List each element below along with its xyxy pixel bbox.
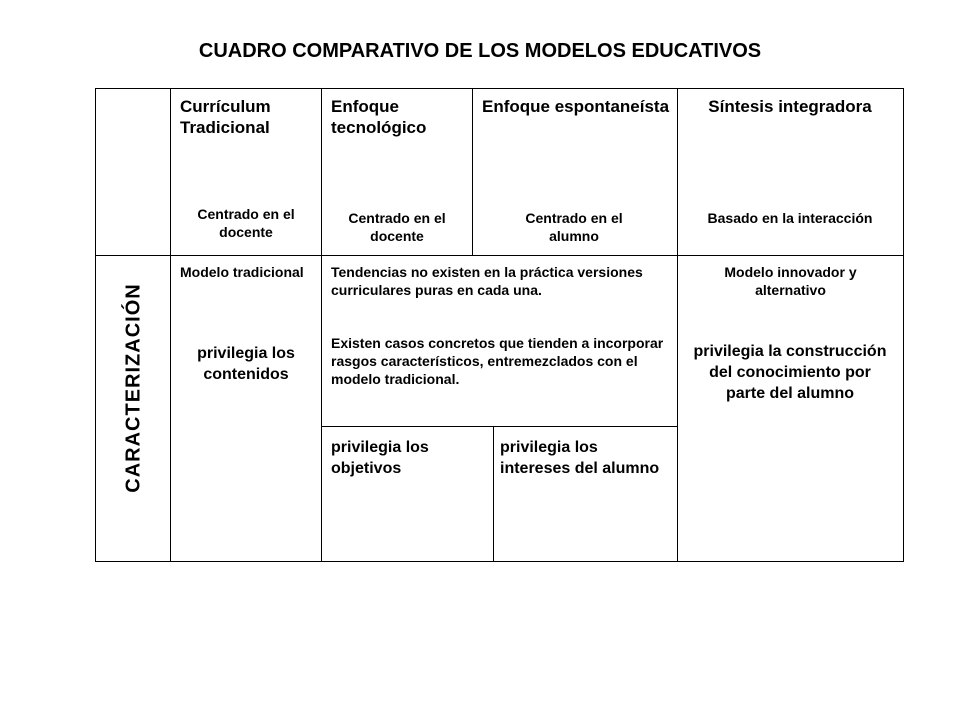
sintesis-model: Modelo innovador y alternativo	[724, 264, 857, 298]
page-title: CUADRO COMPARATIVO DE LOS MODELOS EDUCATIVOS	[198, 40, 762, 62]
column-divider-3-body	[493, 426, 494, 562]
table-right-border	[903, 88, 904, 562]
tradicional-focus: privilegia los contenidos	[197, 345, 295, 383]
col-heading-espontaneista: Enfoque espontaneísta	[482, 97, 670, 116]
column-divider-1	[170, 88, 171, 562]
header-divider	[95, 255, 904, 256]
column-divider-4	[677, 88, 678, 562]
table-left-border	[95, 88, 96, 562]
sintesis-focus: privilegia la construcción del conocimiento por parte del alumno	[693, 343, 887, 402]
tradicional-model: Modelo tradicional	[180, 264, 304, 280]
column-divider-3-header	[472, 88, 473, 256]
col-heading-tradicional: Currículum Tradicional	[180, 97, 271, 137]
col-subheading-tradicional: Centrado en el docente	[197, 206, 295, 240]
col-subheading-tecnologico: Centrado en el docente	[348, 210, 446, 244]
table-top-border	[95, 88, 904, 89]
table-bottom-border	[95, 561, 904, 562]
col-heading-tecnologico: Enfoque tecnológico	[331, 97, 427, 137]
col-subheading-espontaneista: Centrado en el alumno	[525, 210, 623, 244]
column-divider-2	[321, 88, 322, 562]
shared-text-2: Existen casos concretos que tienden a incorporar rasgos característicos, entremezclados con el modelo tradicional.	[331, 335, 664, 387]
tecnologico-focus: privilegia los objetivos	[331, 439, 429, 477]
shared-text-1: Tendencias no existen en la práctica versiones curriculares puras en cada una.	[331, 264, 643, 298]
row-label-caracterizacion: CARACTERIZACIÓN	[122, 283, 145, 493]
col-heading-sintesis: Síntesis integradora	[708, 97, 872, 116]
col-subheading-sintesis: Basado en la interacción	[707, 210, 873, 226]
espontaneista-focus: privilegia los intereses del alumno	[500, 439, 660, 477]
inner-divider	[322, 426, 677, 427]
